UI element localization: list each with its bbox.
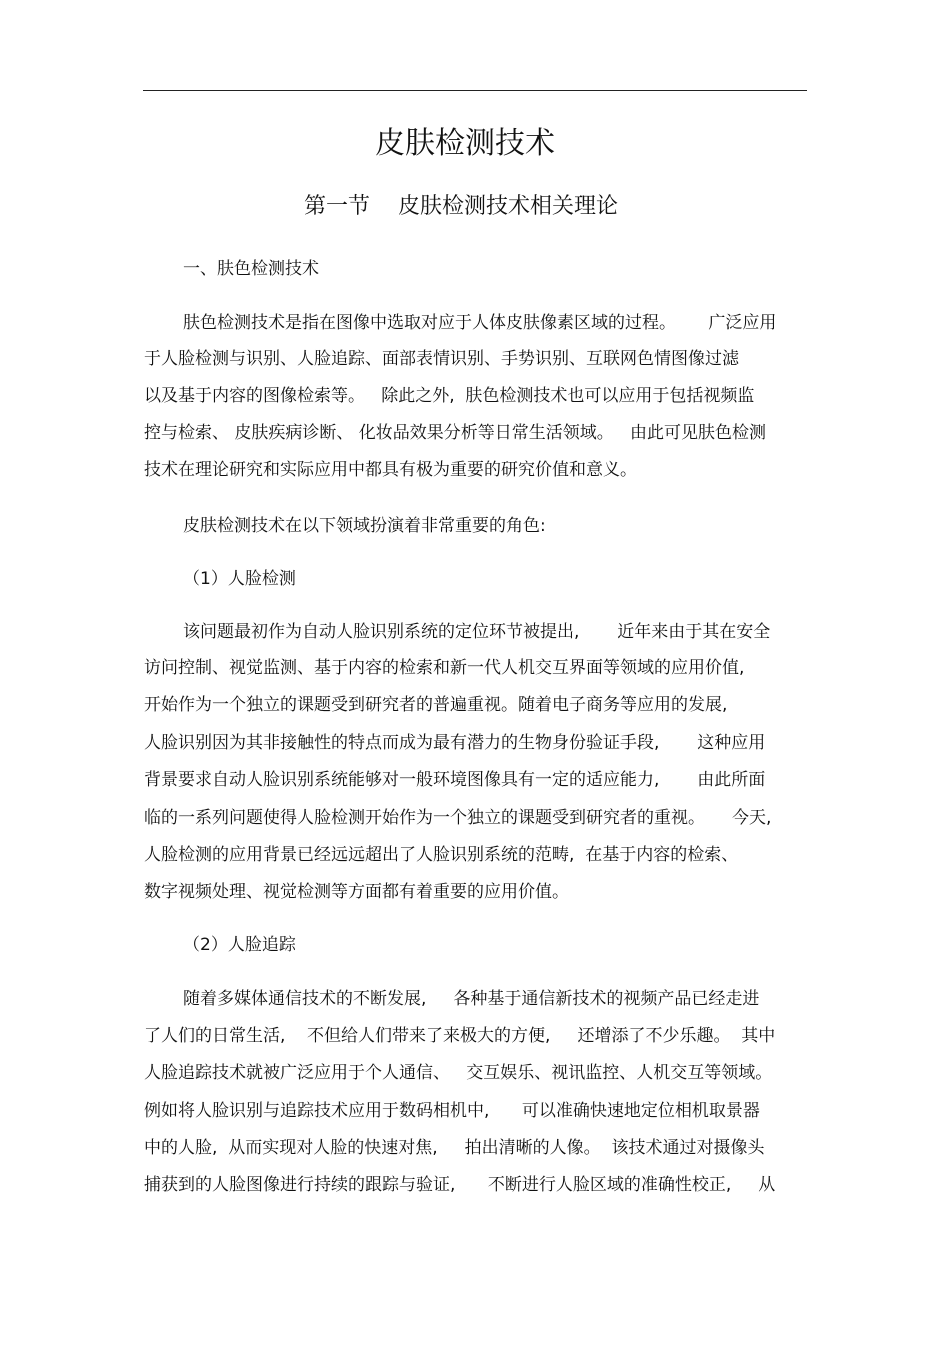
paragraph-line: 人脸追踪技术就被广泛应用于个人通信、 交互娱乐、视讯监控、人机交互等领域。 [144,1063,773,1083]
paragraph-line: 开始作为一个独立的课题受到研究者的普遍重视。随着电子商务等应用的发展, [144,695,728,715]
paragraph-line: 人脸识别因为其非接触性的特点而成为最有潜力的生物身份验证手段, 这种应用 [144,733,766,753]
paragraph-line: 随着多媒体通信技术的不断发展, 各种基于通信新技术的视频产品已经走进 [183,989,760,1009]
paragraph-line: 捕获到的人脸图像进行持续的跟踪与验证, 不断进行人脸区域的准确性校正, 从 [144,1175,776,1195]
paragraph-line: 以及基于内容的图像检索等。 除此之外, 肤色检测技术也可以应用于包括视频监 [144,386,755,406]
paragraph-line: 技术在理论研究和实际应用中都具有极为重要的研究价值和意义。 [144,460,637,480]
paragraph-line: 背景要求自动人脸识别系统能够对一般环境图像具有一定的适应能力, 由此所面 [144,770,766,790]
paragraph-line: 了人们的日常生活, 不但给人们带来了来极大的方便, 还增添了不少乐趣。 其中 [144,1026,776,1046]
paragraph-line: 于人脸检测与识别、人脸追踪、面部表情识别、手势识别、互联网色情图像过滤 [144,349,739,369]
section-title: 第一节 皮肤检测技术相关理论 [304,194,618,219]
paragraph-line: 该问题最初作为自动人脸识别系统的定位环节被提出, 近年来由于其在安全 [183,622,771,642]
document-title: 皮肤检测技术 [375,126,555,161]
paragraph-line: 中的人脸, 从而实现对人脸的快速对焦, 拍出清晰的人像。 该技术通过对摄像头 [144,1138,765,1158]
paragraph-line: 访问控制、视觉监测、基于内容的检索和新一代人机交互界面等领域的应用价值, [144,658,745,678]
paragraph-line: 肤色检测技术是指在图像中选取对应于人体皮肤像素区域的过程。 广泛应用 [183,313,777,333]
paragraph-line: 人脸检测的应用背景已经远远超出了人脸识别系统的范畴, 在基于内容的检索、 [144,845,739,865]
paragraph-line: 皮肤检测技术在以下领域扮演着非常重要的角色: [183,516,546,536]
paragraph-line: 控与检索、 皮肤疾病诊断、 化妆品效果分析等日常生活领域。 由此可见肤色检测 [144,423,767,443]
paragraph-line: 临的一系列问题使得人脸检测开始作为一个独立的课题受到研究者的重视。 今天, [144,808,772,828]
heading-skin-color-detection: 一、肤色检测技术 [183,259,319,279]
subheading-face-tracking: （2）人脸追踪 [183,935,296,955]
header-rule [143,90,807,91]
subheading-face-detection: （1）人脸检测 [183,569,296,589]
paragraph-line: 例如将人脸识别与追踪技术应用于数码相机中, 可以准确快速地定位相机取景器 [144,1101,760,1121]
paragraph-line: 数字视频处理、视觉检测等方面都有着重要的应用价值。 [144,882,569,902]
